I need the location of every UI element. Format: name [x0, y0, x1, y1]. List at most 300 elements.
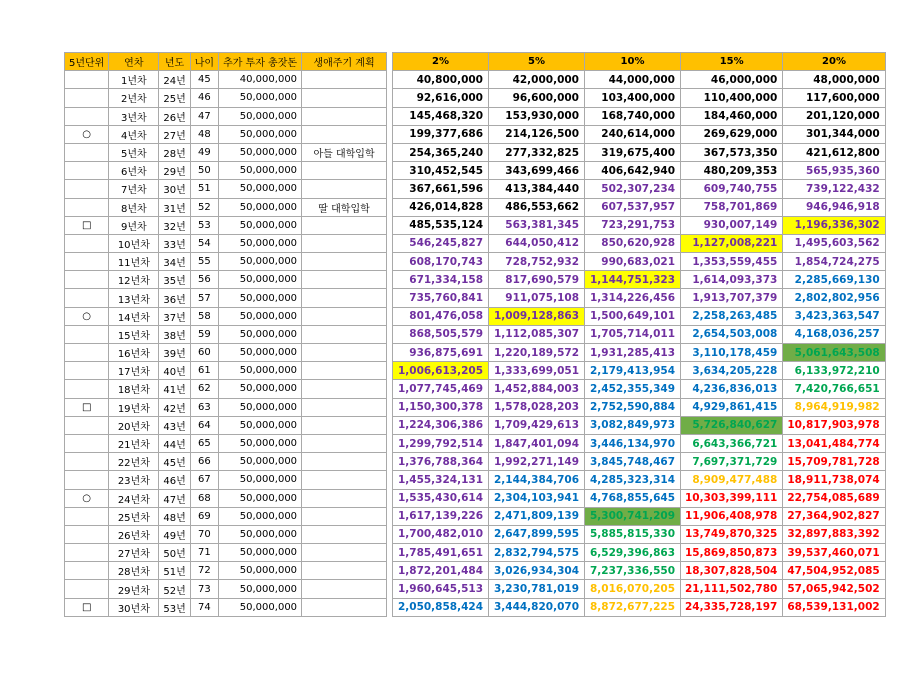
- cell-rate-10[interactable]: 44,000,000: [585, 71, 681, 89]
- cell-investment[interactable]: 50,000,000: [219, 216, 302, 234]
- cell-rate-15[interactable]: 11,906,408,978: [681, 507, 783, 525]
- cell-rate-5[interactable]: 1,009,128,863: [489, 307, 585, 325]
- cell-investment[interactable]: 50,000,000: [219, 507, 302, 525]
- cell-rate-5[interactable]: 563,381,345: [489, 216, 585, 234]
- cell-rate-10[interactable]: 3,845,748,467: [585, 453, 681, 471]
- cell-rate-20[interactable]: 68,539,131,002: [783, 598, 885, 616]
- cell-rate-20[interactable]: 48,000,000: [783, 71, 885, 89]
- cell-rate-15[interactable]: 1,614,093,373: [681, 271, 783, 289]
- cell-year-count[interactable]: 15년차: [109, 325, 159, 343]
- cell-5year-mark[interactable]: [65, 143, 109, 161]
- cell-rate-5[interactable]: 2,304,103,941: [489, 489, 585, 507]
- cell-5year-mark[interactable]: [65, 416, 109, 434]
- cell-rate-5[interactable]: 817,690,579: [489, 271, 585, 289]
- cell-year-count[interactable]: 8년차: [109, 198, 159, 216]
- cell-rate-2[interactable]: 735,760,841: [393, 289, 489, 307]
- cell-rate-20[interactable]: 1,196,336,302: [783, 216, 885, 234]
- cell-rate-10[interactable]: 168,740,000: [585, 107, 681, 125]
- cell-rate-2[interactable]: 310,452,545: [393, 162, 489, 180]
- cell-calendar-year[interactable]: 45년: [159, 453, 190, 471]
- cell-age[interactable]: 45: [190, 71, 218, 89]
- cell-rate-5[interactable]: 1,333,699,051: [489, 362, 585, 380]
- cell-life-plan[interactable]: [302, 398, 387, 416]
- cell-age[interactable]: 58: [190, 307, 218, 325]
- cell-rate-15[interactable]: 1,353,559,455: [681, 253, 783, 271]
- cell-life-plan[interactable]: [302, 325, 387, 343]
- cell-5year-mark[interactable]: [65, 525, 109, 543]
- cell-calendar-year[interactable]: 37년: [159, 307, 190, 325]
- cell-investment[interactable]: 50,000,000: [219, 325, 302, 343]
- cell-age[interactable]: 56: [190, 271, 218, 289]
- cell-investment[interactable]: 50,000,000: [219, 544, 302, 562]
- cell-rate-20[interactable]: 47,504,952,085: [783, 562, 885, 580]
- cell-rate-15[interactable]: 2,654,503,008: [681, 325, 783, 343]
- cell-5year-mark[interactable]: [65, 89, 109, 107]
- cell-investment[interactable]: 50,000,000: [219, 525, 302, 543]
- cell-rate-10[interactable]: 3,446,134,970: [585, 434, 681, 452]
- cell-year-count[interactable]: 10년차: [109, 234, 159, 252]
- cell-rate-20[interactable]: 117,600,000: [783, 89, 885, 107]
- cell-5year-mark[interactable]: ○: [65, 307, 109, 325]
- cell-life-plan[interactable]: [302, 544, 387, 562]
- cell-year-count[interactable]: 22년차: [109, 453, 159, 471]
- cell-rate-2[interactable]: 40,800,000: [393, 71, 489, 89]
- cell-year-count[interactable]: 12년차: [109, 271, 159, 289]
- cell-rate-20[interactable]: 22,754,085,689: [783, 489, 885, 507]
- cell-rate-20[interactable]: 301,344,000: [783, 125, 885, 143]
- cell-rate-2[interactable]: 1,960,645,513: [393, 580, 489, 598]
- cell-year-count[interactable]: 24년차: [109, 489, 159, 507]
- cell-age[interactable]: 55: [190, 253, 218, 271]
- cell-rate-5[interactable]: 1,992,271,149: [489, 453, 585, 471]
- cell-rate-10[interactable]: 406,642,940: [585, 162, 681, 180]
- cell-investment[interactable]: 50,000,000: [219, 489, 302, 507]
- cell-investment[interactable]: 50,000,000: [219, 89, 302, 107]
- cell-rate-15[interactable]: 18,307,828,504: [681, 562, 783, 580]
- cell-calendar-year[interactable]: 46년: [159, 471, 190, 489]
- cell-rate-20[interactable]: 7,420,766,651: [783, 380, 885, 398]
- cell-rate-2[interactable]: 868,505,579: [393, 325, 489, 343]
- cell-rate-15[interactable]: 269,629,000: [681, 125, 783, 143]
- cell-age[interactable]: 62: [190, 380, 218, 398]
- cell-rate-5[interactable]: 2,471,809,139: [489, 507, 585, 525]
- cell-rate-2[interactable]: 671,334,158: [393, 271, 489, 289]
- cell-rate-15[interactable]: 13,749,870,325: [681, 525, 783, 543]
- cell-rate-10[interactable]: 319,675,400: [585, 143, 681, 161]
- cell-investment[interactable]: 50,000,000: [219, 180, 302, 198]
- cell-life-plan[interactable]: [302, 453, 387, 471]
- cell-life-plan[interactable]: [302, 507, 387, 525]
- cell-rate-15[interactable]: 1,127,008,221: [681, 234, 783, 252]
- cell-rate-20[interactable]: 8,964,919,982: [783, 398, 885, 416]
- cell-rate-5[interactable]: 3,444,820,070: [489, 598, 585, 616]
- cell-rate-20[interactable]: 32,897,883,392: [783, 525, 885, 543]
- cell-age[interactable]: 61: [190, 362, 218, 380]
- cell-year-count[interactable]: 20년차: [109, 416, 159, 434]
- cell-calendar-year[interactable]: 39년: [159, 344, 190, 362]
- cell-rate-10[interactable]: 990,683,021: [585, 253, 681, 271]
- cell-age[interactable]: 49: [190, 143, 218, 161]
- cell-5year-mark[interactable]: [65, 507, 109, 525]
- cell-calendar-year[interactable]: 24년: [159, 71, 190, 89]
- cell-rate-10[interactable]: 850,620,928: [585, 234, 681, 252]
- cell-rate-5[interactable]: 728,752,932: [489, 253, 585, 271]
- cell-rate-15[interactable]: 2,258,263,485: [681, 307, 783, 325]
- cell-5year-mark[interactable]: [65, 289, 109, 307]
- cell-age[interactable]: 51: [190, 180, 218, 198]
- cell-rate-2[interactable]: 608,170,743: [393, 253, 489, 271]
- cell-calendar-year[interactable]: 49년: [159, 525, 190, 543]
- cell-life-plan[interactable]: [302, 271, 387, 289]
- cell-age[interactable]: 60: [190, 344, 218, 362]
- cell-rate-15[interactable]: 24,335,728,197: [681, 598, 783, 616]
- cell-calendar-year[interactable]: 38년: [159, 325, 190, 343]
- cell-year-count[interactable]: 3년차: [109, 107, 159, 125]
- cell-5year-mark[interactable]: ○: [65, 125, 109, 143]
- cell-life-plan[interactable]: [302, 416, 387, 434]
- cell-calendar-year[interactable]: 35년: [159, 271, 190, 289]
- cell-rate-10[interactable]: 1,931,285,413: [585, 344, 681, 362]
- header-rate-10[interactable]: 10%: [585, 53, 681, 71]
- cell-rate-15[interactable]: 609,740,755: [681, 180, 783, 198]
- cell-5year-mark[interactable]: [65, 162, 109, 180]
- cell-year-count[interactable]: 5년차: [109, 143, 159, 161]
- cell-rate-2[interactable]: 199,377,686: [393, 125, 489, 143]
- cell-rate-15[interactable]: 8,909,477,488: [681, 471, 783, 489]
- cell-life-plan[interactable]: [302, 307, 387, 325]
- cell-age[interactable]: 65: [190, 434, 218, 452]
- cell-rate-15[interactable]: 21,111,502,780: [681, 580, 783, 598]
- cell-rate-10[interactable]: 1,705,714,011: [585, 325, 681, 343]
- cell-rate-20[interactable]: 3,423,363,547: [783, 307, 885, 325]
- cell-investment[interactable]: 50,000,000: [219, 380, 302, 398]
- cell-rate-5[interactable]: 2,832,794,575: [489, 544, 585, 562]
- cell-rate-10[interactable]: 1,314,226,456: [585, 289, 681, 307]
- cell-life-plan[interactable]: [302, 598, 387, 616]
- cell-rate-2[interactable]: 254,365,240: [393, 143, 489, 161]
- cell-rate-5[interactable]: 343,699,466: [489, 162, 585, 180]
- cell-rate-5[interactable]: 644,050,412: [489, 234, 585, 252]
- cell-rate-10[interactable]: 723,291,753: [585, 216, 681, 234]
- cell-year-count[interactable]: 13년차: [109, 289, 159, 307]
- cell-age[interactable]: 74: [190, 598, 218, 616]
- cell-rate-2[interactable]: 1,006,613,205: [393, 362, 489, 380]
- cell-calendar-year[interactable]: 51년: [159, 562, 190, 580]
- cell-life-plan[interactable]: [302, 71, 387, 89]
- cell-rate-10[interactable]: 240,614,000: [585, 125, 681, 143]
- cell-calendar-year[interactable]: 30년: [159, 180, 190, 198]
- cell-rate-10[interactable]: 8,872,677,225: [585, 598, 681, 616]
- cell-year-count[interactable]: 14년차: [109, 307, 159, 325]
- cell-rate-5[interactable]: 2,144,384,706: [489, 471, 585, 489]
- cell-investment[interactable]: 50,000,000: [219, 198, 302, 216]
- cell-rate-20[interactable]: 1,854,724,275: [783, 253, 885, 271]
- cell-year-count[interactable]: 21년차: [109, 434, 159, 452]
- cell-rate-15[interactable]: 15,869,850,873: [681, 544, 783, 562]
- cell-calendar-year[interactable]: 53년: [159, 598, 190, 616]
- cell-rate-2[interactable]: 426,014,828: [393, 198, 489, 216]
- cell-calendar-year[interactable]: 52년: [159, 580, 190, 598]
- cell-rate-15[interactable]: 46,000,000: [681, 71, 783, 89]
- header-rate-15[interactable]: 15%: [681, 53, 783, 71]
- cell-age[interactable]: 50: [190, 162, 218, 180]
- cell-calendar-year[interactable]: 25년: [159, 89, 190, 107]
- cell-rate-2[interactable]: 1,872,201,484: [393, 562, 489, 580]
- cell-rate-2[interactable]: 92,616,000: [393, 89, 489, 107]
- cell-rate-15[interactable]: 5,726,840,627: [681, 416, 783, 434]
- cell-life-plan[interactable]: [302, 434, 387, 452]
- cell-rate-20[interactable]: 739,122,432: [783, 180, 885, 198]
- cell-rate-10[interactable]: 5,300,741,209: [585, 507, 681, 525]
- cell-age[interactable]: 68: [190, 489, 218, 507]
- cell-rate-2[interactable]: 1,617,139,226: [393, 507, 489, 525]
- cell-year-count[interactable]: 16년차: [109, 344, 159, 362]
- cell-rate-5[interactable]: 1,220,189,572: [489, 344, 585, 362]
- cell-rate-20[interactable]: 27,364,902,827: [783, 507, 885, 525]
- cell-5year-mark[interactable]: [65, 471, 109, 489]
- cell-rate-15[interactable]: 930,007,149: [681, 216, 783, 234]
- cell-calendar-year[interactable]: 34년: [159, 253, 190, 271]
- cell-age[interactable]: 52: [190, 198, 218, 216]
- cell-rate-10[interactable]: 103,400,000: [585, 89, 681, 107]
- cell-rate-10[interactable]: 607,537,957: [585, 198, 681, 216]
- cell-year-count[interactable]: 2년차: [109, 89, 159, 107]
- cell-year-count[interactable]: 23년차: [109, 471, 159, 489]
- cell-rate-5[interactable]: 3,230,781,019: [489, 580, 585, 598]
- cell-life-plan[interactable]: [302, 489, 387, 507]
- cell-rate-10[interactable]: 2,452,355,349: [585, 380, 681, 398]
- cell-year-count[interactable]: 18년차: [109, 380, 159, 398]
- cell-calendar-year[interactable]: 27년: [159, 125, 190, 143]
- cell-rate-10[interactable]: 2,179,413,954: [585, 362, 681, 380]
- header-rate-5[interactable]: 5%: [489, 53, 585, 71]
- cell-life-plan[interactable]: [302, 162, 387, 180]
- header-life-plan[interactable]: 생애주기 계획: [302, 53, 387, 71]
- header-year-count[interactable]: 연차: [109, 53, 159, 71]
- cell-rate-5[interactable]: 911,075,108: [489, 289, 585, 307]
- cell-life-plan[interactable]: [302, 89, 387, 107]
- cell-life-plan[interactable]: 아들 대학입학: [302, 143, 387, 161]
- cell-rate-5[interactable]: 413,384,440: [489, 180, 585, 198]
- cell-investment[interactable]: 50,000,000: [219, 580, 302, 598]
- cell-age[interactable]: 67: [190, 471, 218, 489]
- cell-rate-2[interactable]: 936,875,691: [393, 344, 489, 362]
- cell-rate-10[interactable]: 5,885,815,330: [585, 525, 681, 543]
- cell-rate-20[interactable]: 6,133,972,210: [783, 362, 885, 380]
- cell-investment[interactable]: 50,000,000: [219, 307, 302, 325]
- cell-rate-5[interactable]: 1,847,401,094: [489, 434, 585, 452]
- cell-age[interactable]: 54: [190, 234, 218, 252]
- cell-investment[interactable]: 50,000,000: [219, 271, 302, 289]
- cell-5year-mark[interactable]: □: [65, 216, 109, 234]
- cell-investment[interactable]: 50,000,000: [219, 562, 302, 580]
- cell-rate-15[interactable]: 480,209,353: [681, 162, 783, 180]
- cell-age[interactable]: 73: [190, 580, 218, 598]
- cell-life-plan[interactable]: [302, 289, 387, 307]
- cell-life-plan[interactable]: [302, 125, 387, 143]
- cell-rate-5[interactable]: 1,578,028,203: [489, 398, 585, 416]
- cell-year-count[interactable]: 19년차: [109, 398, 159, 416]
- cell-rate-20[interactable]: 5,061,643,508: [783, 344, 885, 362]
- cell-rate-15[interactable]: 3,110,178,459: [681, 344, 783, 362]
- cell-age[interactable]: 64: [190, 416, 218, 434]
- cell-calendar-year[interactable]: 29년: [159, 162, 190, 180]
- cell-year-count[interactable]: 4년차: [109, 125, 159, 143]
- cell-rate-15[interactable]: 184,460,000: [681, 107, 783, 125]
- cell-rate-2[interactable]: 1,150,300,378: [393, 398, 489, 416]
- cell-rate-2[interactable]: 1,077,745,469: [393, 380, 489, 398]
- cell-year-count[interactable]: 6년차: [109, 162, 159, 180]
- cell-rate-20[interactable]: 4,168,036,257: [783, 325, 885, 343]
- cell-rate-10[interactable]: 1,500,649,101: [585, 307, 681, 325]
- cell-age[interactable]: 63: [190, 398, 218, 416]
- cell-life-plan[interactable]: [302, 362, 387, 380]
- cell-rate-2[interactable]: 546,245,827: [393, 234, 489, 252]
- cell-calendar-year[interactable]: 48년: [159, 507, 190, 525]
- cell-rate-5[interactable]: 153,930,000: [489, 107, 585, 125]
- cell-5year-mark[interactable]: [65, 180, 109, 198]
- cell-life-plan[interactable]: [302, 234, 387, 252]
- cell-age[interactable]: 69: [190, 507, 218, 525]
- cell-age[interactable]: 48: [190, 125, 218, 143]
- cell-rate-10[interactable]: 502,307,234: [585, 180, 681, 198]
- cell-calendar-year[interactable]: 47년: [159, 489, 190, 507]
- cell-age[interactable]: 66: [190, 453, 218, 471]
- cell-rate-20[interactable]: 565,935,360: [783, 162, 885, 180]
- cell-life-plan[interactable]: [302, 344, 387, 362]
- cell-age[interactable]: 71: [190, 544, 218, 562]
- cell-investment[interactable]: 50,000,000: [219, 344, 302, 362]
- cell-rate-15[interactable]: 758,701,869: [681, 198, 783, 216]
- cell-investment[interactable]: 50,000,000: [219, 398, 302, 416]
- cell-rate-2[interactable]: 1,376,788,364: [393, 453, 489, 471]
- cell-rate-15[interactable]: 3,634,205,228: [681, 362, 783, 380]
- cell-calendar-year[interactable]: 33년: [159, 234, 190, 252]
- cell-calendar-year[interactable]: 40년: [159, 362, 190, 380]
- cell-year-count[interactable]: 30년차: [109, 598, 159, 616]
- cell-investment[interactable]: 50,000,000: [219, 107, 302, 125]
- cell-year-count[interactable]: 27년차: [109, 544, 159, 562]
- cell-5year-mark[interactable]: [65, 71, 109, 89]
- cell-rate-5[interactable]: 486,553,662: [489, 198, 585, 216]
- cell-investment[interactable]: 50,000,000: [219, 362, 302, 380]
- cell-year-count[interactable]: 17년차: [109, 362, 159, 380]
- cell-year-count[interactable]: 9년차: [109, 216, 159, 234]
- cell-rate-10[interactable]: 4,768,855,645: [585, 489, 681, 507]
- cell-age[interactable]: 70: [190, 525, 218, 543]
- cell-5year-mark[interactable]: [65, 271, 109, 289]
- cell-rate-15[interactable]: 7,697,371,729: [681, 453, 783, 471]
- cell-calendar-year[interactable]: 32년: [159, 216, 190, 234]
- cell-5year-mark[interactable]: [65, 234, 109, 252]
- cell-rate-5[interactable]: 1,709,429,613: [489, 416, 585, 434]
- header-age[interactable]: 나이: [190, 53, 218, 71]
- header-rate-20[interactable]: 20%: [783, 53, 885, 71]
- cell-rate-20[interactable]: 13,041,484,774: [783, 434, 885, 452]
- cell-year-count[interactable]: 11년차: [109, 253, 159, 271]
- cell-rate-5[interactable]: 2,647,899,595: [489, 525, 585, 543]
- cell-rate-10[interactable]: 8,016,070,205: [585, 580, 681, 598]
- cell-5year-mark[interactable]: □: [65, 398, 109, 416]
- header-calendar-year[interactable]: 년도: [159, 53, 190, 71]
- cell-5year-mark[interactable]: [65, 107, 109, 125]
- cell-investment[interactable]: 50,000,000: [219, 416, 302, 434]
- cell-5year-mark[interactable]: [65, 344, 109, 362]
- cell-age[interactable]: 53: [190, 216, 218, 234]
- cell-rate-5[interactable]: 1,112,085,307: [489, 325, 585, 343]
- cell-rate-15[interactable]: 4,236,836,013: [681, 380, 783, 398]
- cell-rate-15[interactable]: 110,400,000: [681, 89, 783, 107]
- cell-age[interactable]: 59: [190, 325, 218, 343]
- cell-year-count[interactable]: 28년차: [109, 562, 159, 580]
- cell-rate-20[interactable]: 421,612,800: [783, 143, 885, 161]
- cell-rate-5[interactable]: 1,452,884,003: [489, 380, 585, 398]
- cell-rate-15[interactable]: 10,303,399,111: [681, 489, 783, 507]
- cell-calendar-year[interactable]: 31년: [159, 198, 190, 216]
- cell-investment[interactable]: 50,000,000: [219, 125, 302, 143]
- cell-investment[interactable]: 50,000,000: [219, 471, 302, 489]
- cell-rate-2[interactable]: 367,661,596: [393, 180, 489, 198]
- header-rate-2[interactable]: 2%: [393, 53, 489, 71]
- cell-rate-2[interactable]: 1,700,482,010: [393, 525, 489, 543]
- cell-5year-mark[interactable]: ○: [65, 489, 109, 507]
- cell-calendar-year[interactable]: 44년: [159, 434, 190, 452]
- cell-life-plan[interactable]: [302, 562, 387, 580]
- cell-5year-mark[interactable]: [65, 544, 109, 562]
- cell-5year-mark[interactable]: [65, 580, 109, 598]
- cell-year-count[interactable]: 25년차: [109, 507, 159, 525]
- cell-calendar-year[interactable]: 41년: [159, 380, 190, 398]
- cell-5year-mark[interactable]: [65, 434, 109, 452]
- cell-calendar-year[interactable]: 43년: [159, 416, 190, 434]
- cell-rate-2[interactable]: 1,224,306,386: [393, 416, 489, 434]
- cell-5year-mark[interactable]: [65, 453, 109, 471]
- cell-rate-2[interactable]: 145,468,320: [393, 107, 489, 125]
- cell-rate-15[interactable]: 1,913,707,379: [681, 289, 783, 307]
- cell-rate-2[interactable]: 1,535,430,614: [393, 489, 489, 507]
- cell-investment[interactable]: 50,000,000: [219, 598, 302, 616]
- cell-rate-10[interactable]: 6,529,396,863: [585, 544, 681, 562]
- cell-investment[interactable]: 50,000,000: [219, 434, 302, 452]
- header-5year-unit[interactable]: 5년단위: [65, 53, 109, 71]
- cell-age[interactable]: 47: [190, 107, 218, 125]
- cell-age[interactable]: 72: [190, 562, 218, 580]
- cell-life-plan[interactable]: [302, 471, 387, 489]
- cell-calendar-year[interactable]: 26년: [159, 107, 190, 125]
- cell-rate-20[interactable]: 18,911,738,074: [783, 471, 885, 489]
- cell-rate-2[interactable]: 1,455,324,131: [393, 471, 489, 489]
- cell-life-plan[interactable]: [302, 525, 387, 543]
- cell-rate-20[interactable]: 39,537,460,071: [783, 544, 885, 562]
- cell-calendar-year[interactable]: 36년: [159, 289, 190, 307]
- cell-rate-15[interactable]: 367,573,350: [681, 143, 783, 161]
- cell-rate-20[interactable]: 946,946,918: [783, 198, 885, 216]
- header-additional-investment[interactable]: 추가 투자 총잣돈: [219, 53, 302, 71]
- cell-rate-20[interactable]: 201,120,000: [783, 107, 885, 125]
- cell-calendar-year[interactable]: 42년: [159, 398, 190, 416]
- cell-year-count[interactable]: 29년차: [109, 580, 159, 598]
- cell-rate-10[interactable]: 2,752,590,884: [585, 398, 681, 416]
- cell-investment[interactable]: 50,000,000: [219, 253, 302, 271]
- cell-5year-mark[interactable]: [65, 380, 109, 398]
- cell-rate-2[interactable]: 1,299,792,514: [393, 434, 489, 452]
- cell-rate-20[interactable]: 2,802,802,956: [783, 289, 885, 307]
- cell-5year-mark[interactable]: □: [65, 598, 109, 616]
- cell-investment[interactable]: 50,000,000: [219, 289, 302, 307]
- cell-year-count[interactable]: 1년차: [109, 71, 159, 89]
- cell-rate-5[interactable]: 96,600,000: [489, 89, 585, 107]
- cell-rate-20[interactable]: 1,495,603,562: [783, 234, 885, 252]
